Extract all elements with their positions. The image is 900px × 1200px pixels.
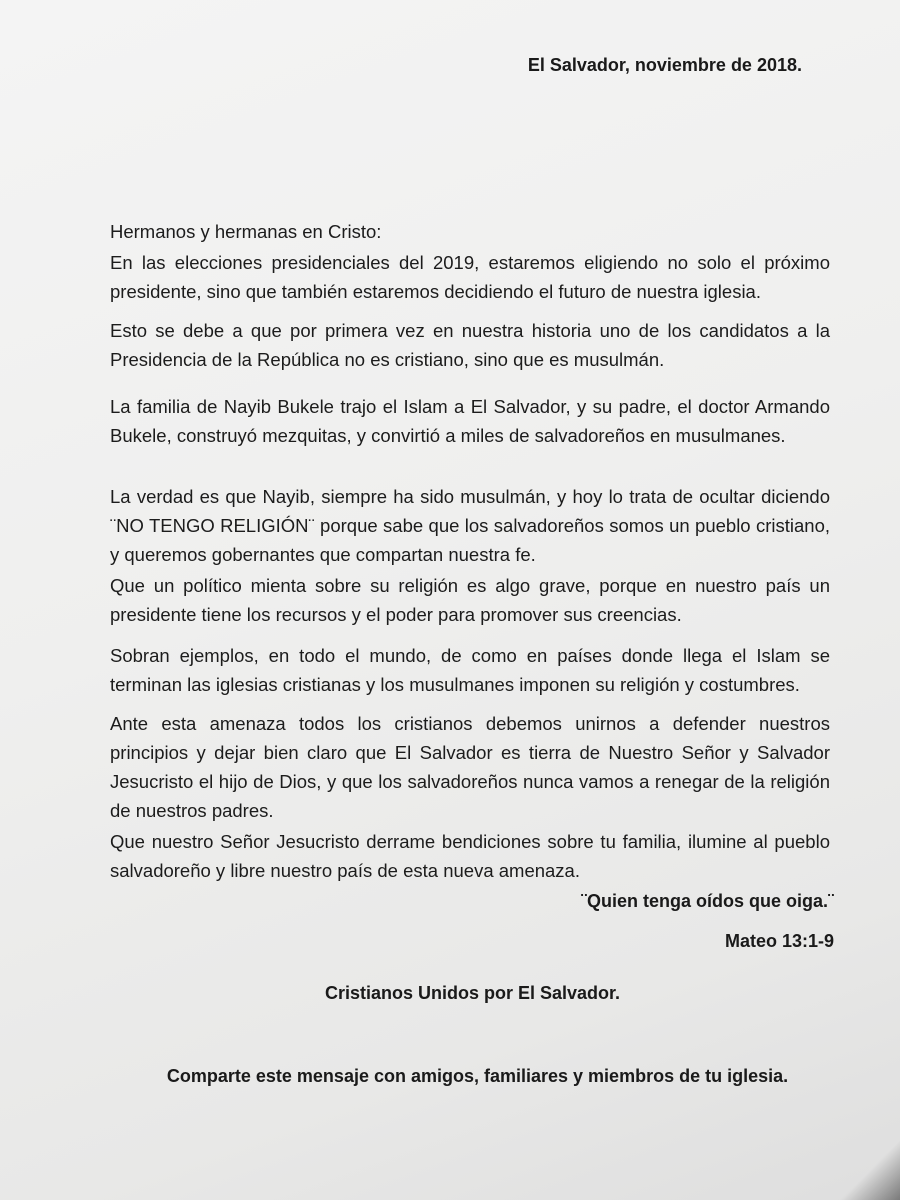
letter-footer: Comparte este mensaje con amigos, familiares y miembros de tu iglesia. [166,1066,789,1086]
page-corner-shadow [840,1140,900,1200]
letter-paragraph: En las elecciones presidenciales del 2019, estaremos eligiendo no solo el próximo presidente, sino que también estaremos decidiendo el futuro de nuestra iglesia. [110,252,830,302]
letter-paragraph: Ante esta amenaza todos los cristianos debemos unirnos a defender nuestros principios y dejar bien claro que El Salvador es tierra de Nuestro Señor y Salvador Jesucristo el hijo de Dios, y que los salvadoreños nunca vamos a renegar de la religión de nuestros padres. [110,713,830,821]
letter-paragraph: Que nuestro Señor Jesucristo derrame bendiciones sobre tu familia, ilumine al pueblo salvadoreño y libre nuestro país de esta nueva amenaza. [110,831,830,881]
letter-signature: Cristianos Unidos por El Salvador. [324,983,621,1003]
closing-quote: ¨Quien tenga oídos que oiga.¨ [580,891,834,911]
letter-paragraph: La familia de Nayib Bukele trajo el Islam a El Salvador, y su padre, el doctor Armando Bukele, construyó mezquitas, y convirtió a miles de salvadoreños en musulmanes. [110,396,830,446]
letter-paragraph: Sobran ejemplos, en todo el mundo, de como en países donde llega el Islam se terminan las iglesias cristianas y los musulmanes imponen su religión y costumbres. [110,645,830,695]
letter-date: El Salvador, noviembre de 2018. [527,55,802,75]
bible-verse-reference: Mateo 13:1-9 [724,931,834,951]
letter-greeting: Hermanos y hermanas en Cristo: [110,221,382,242]
letter-paragraph: Esto se debe a que por primera vez en nuestra historia uno de los candidatos a la Presidencia de la República no es cristiano, sino que es musulmán. [110,320,830,370]
letter-paragraph: Que un político mienta sobre su religión es algo grave, porque en nuestro país un presidente tiene los recursos y el poder para promover sus creencias. [110,575,830,625]
letter-paragraph: La verdad es que Nayib, siempre ha sido musulmán, y hoy lo trata de ocultar diciendo ¨NO TENGO RELIGIÓN¨ porque sabe que los salvadoreños somos un pueblo cristiano, y queremos gobernantes que compartan nuestra fe. [110,486,830,565]
